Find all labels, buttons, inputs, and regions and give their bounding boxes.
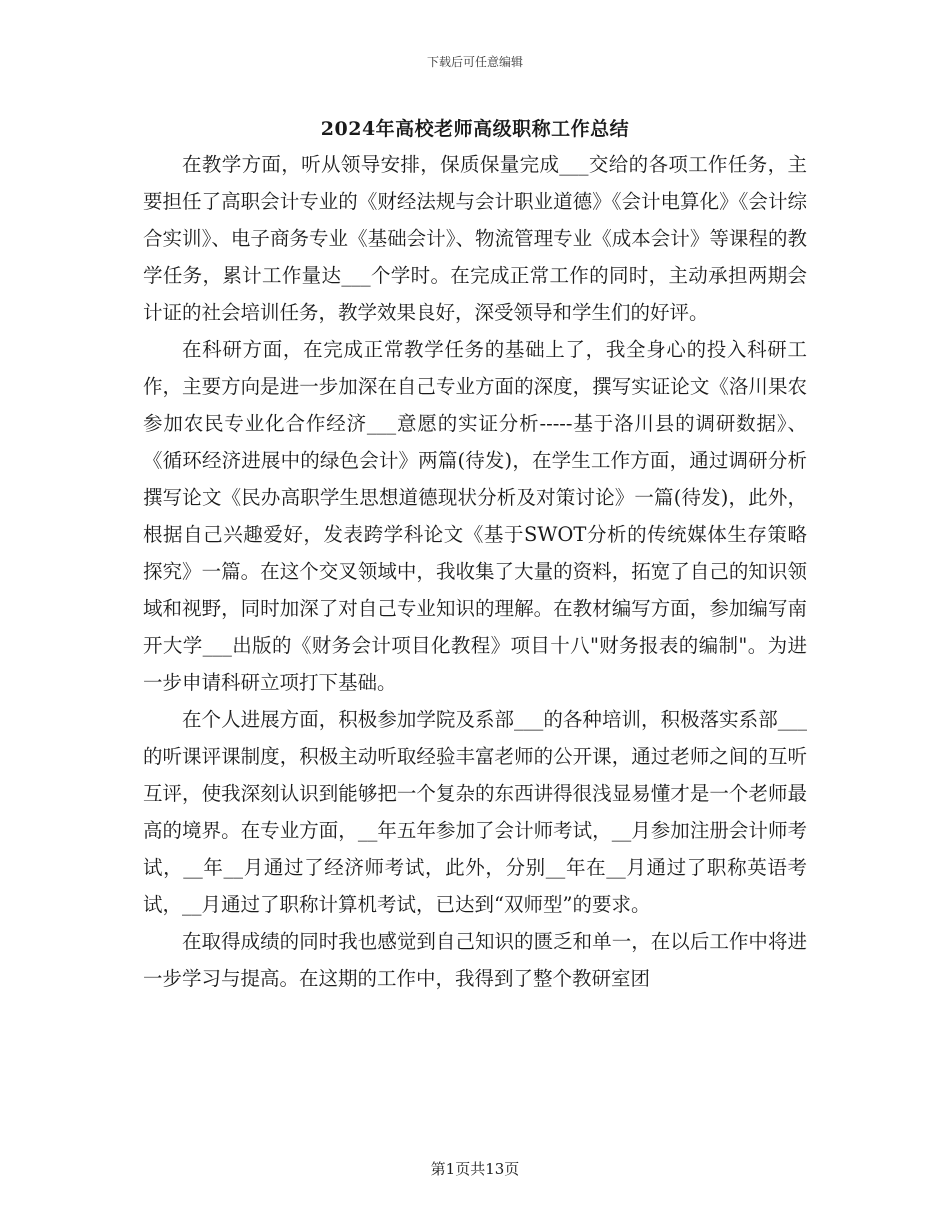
header-note: 下载后可任意编辑 <box>426 55 523 69</box>
document-body <box>143 146 807 997</box>
page-number-footer: 第1页共13页 <box>430 1160 520 1178</box>
paragraph-research: 在科研方面，在完成正常教学任务的基础上了，我全身心的投入科研工作，主要方向是进一步加深在自己专业方面的深度，撰写实证论文《洛川果农参加农民专业化合作经济___意愿的实证分析-----基于洛川县的调研数据》、《循环经济进展中的绿色会计》两篇(待发)，在学生工作方面，通过调研分析撰写论文《民办高职学生思想道德现状分析及对策讨论》一篇(待发)，此外，根据自己兴趣爱好，发表跨学科论文《基于SWOT分析的传统媒体生存策略探究》一篇。在这个交叉领域中，我收集了大量的资料，拓宽了自己的知识领域和视野，同时加深了对自己专业知识的理解。在教材编写方面，参加编写南开大学___出版的《财务会计项目化教程》项目十八"财务报表的编制"。为进一步申请科研立项打下基础。 <box>143 338 807 694</box>
document-title: 2024年高校老师高级职称工作总结 <box>320 118 630 140</box>
paragraph-personal-development: 在个人进展方面，积极参加学院及系部___的各种培训，积极落实系部___的听课评课制度，积极主动听取经验丰富老师的公开课，通过老师之间的互听互评，使我深刻认识到能够把一个复杂的东西讲得很浅显易懂才是一个老师最高的境界。在专业方面，__年五年参加了会计师考试，__月参加注册会计师考试，__年__月通过了经济师考试，此外，分别__年在__月通过了职称英语考试，__月通过了职称计算机考试，已达到“双师型”的要求。 <box>143 708 807 916</box>
paragraph-reflection: 在取得成绩的同时我也感觉到自己知识的匮乏和单一，在以后工作中将进一步学习与提高。在这期的工作中，我得到了整个教研室团 <box>143 930 807 990</box>
paragraph-teaching: 在教学方面，听从领导安排，保质保量完成___交给的各项工作任务，主要担任了高职会计专业的《财经法规与会计职业道德》《会计电算化》《会计综合实训》、电子商务专业《基础会计》、物流管理专业《成本会计》等课程的教学任务，累计工作量达___个学时。在完成正常工作的同时，主动承担两期会计证的社会培训任务，教学效果良好，深受领导和学生们的好评。 <box>143 153 807 324</box>
